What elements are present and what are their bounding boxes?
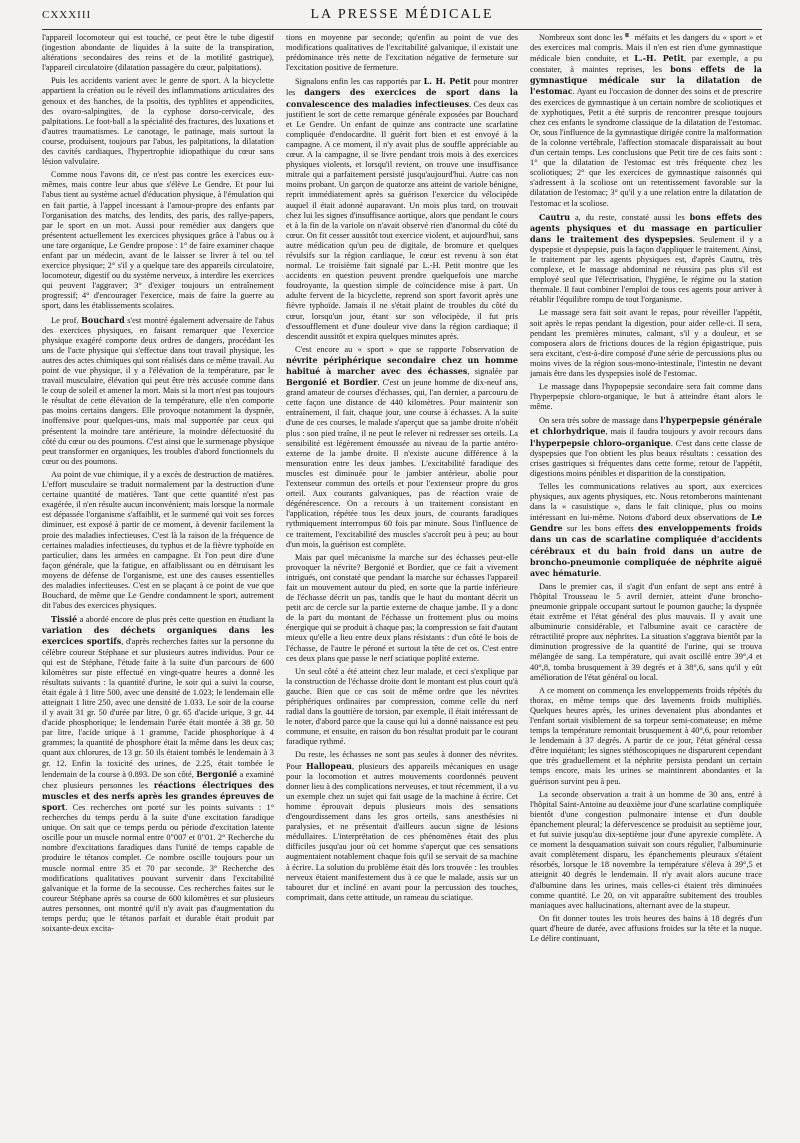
paragraph-text: s'est montré également adversaire de l'abus des exercices physiques, en faisant remarquer que l'exercice physique exagéré comporte deux ordres de dangers, procédant les uns de l'acte physique qui s'effectue dans tout travail physique, les autres des actes chimiques qui sont réalisés dans ce même travail. Au point de vue physique, il y a l'élévation de la température, par le travail musculaire, élévation qui peut être très accusée comme dans le coup de soleil et amener la mort. Mais si la mort n'est pas toujours le résultat de cette élévation de la température, elle n'en comporte pas moins certains dangers. Elle provoque notamment la dyspnée, inoffensive pour quelques-uns, mais mal supportée par ceux qui présentent la moindre tare antérieure, la moindre défectuosité du côté du cœur ou des poumons. C'est ainsi que le surmenage physique peut transformer en organiques, les troubles d'abord fonctionnels du cœur ou des poumons.: [42, 315, 274, 466]
paragraph-text: .: [599, 568, 602, 578]
paragraph-lead: Nombreux sont donc les: [539, 33, 623, 42]
paragraph: tions en moyenne par seconde; qu'enfin au point de vue des modifications qualitatives de l'excitabilité galvanique, il existait une prédominance très nette de l'excitation négative de fermeture sur l'excitation positive de fermeture.: [286, 33, 518, 73]
header-rule: [42, 29, 762, 30]
author-name: L.-H. Petit: [634, 53, 685, 64]
page-header: [42, 2, 762, 28]
author-name: L. H. Petit: [423, 76, 471, 87]
paragraph-text: , signalée par: [467, 367, 518, 376]
paragraph: [286, 750, 518, 902]
paragraph: La seconde observation a trait à un homme de 30 ans, entré à l'hôpital Saint-Antoine au deuxième jour d'une scarlatine compliquée bientôt d'une congestion pulmonaire intense et d'un double épanchement pleural; la défervescence se produisit au septième jour, et fut suivie jusqu'au dix-septième jour d'une apyrexie complète. A ce moment la desquamation suivait son cours régulier, l'albuminurie avait complètement disparu, les épanchements pleuraux s'étaient résorbés, lorsque le 18 novembre la température s'éleva à 39°,5 et atteignit 40 degrés le lendemain. Il n'y avait alors aucune trace d'albumine dans les urines, mais celles-ci étaient très diminuées comme quantité. Le 20, on vit apparaître subitement des troubles maniaques avec hallucinations, alternant avec de la stupeur.: [530, 789, 762, 910]
paragraph: [42, 315, 274, 467]
topic-heading: réactions électriques des muscles et des nerfs après les grandes épreuves de sport: [42, 779, 274, 812]
paragraph: l'appareil locomoteur qui est touché, ce peut être le tube digestif (ingestion abondante de liquides à la suite de la transpiration, altérations secondaires des reins et de la motilité gastrique), l'appareil circulatoire (dilatation passagère du cœur, palpitations).: [42, 33, 274, 73]
author-name: Hallopeau: [306, 760, 352, 771]
paragraph: Le massage dans l'hypopepsie secondaire sera fait comme dans l'hyperpepsie chloro-organique, le but à atteindre étant alors le même.: [530, 382, 762, 412]
paragraph-lead: C'est encore au « sport » que se rapporte l'observation de: [295, 344, 518, 354]
paragraph: Le massage sera fait soit avant le repas, pour réveiller l'appétit, soit après le repas pendant la digestion, pour aider celle-ci. Il sera, pendant les premières minutes, calmant, s'il y a douleur, et se composera alors de frictions douces de la région épigastrique, puis sera excitant, c'est-à-dire composé d'une série de percussions plus ou moins vives de la région sous-mono-intestinale, l'intestin ne devant jamais être dans les dyspepsies isolé de l'estomac.: [530, 308, 762, 378]
paragraph-text: . Ces deux cas justifient le sort de cette remarque générale exposées par Bouchard et Le Gendre. Un enfant de quinze ans contracte une scarlatine compliquée d'endocardite. Il guérit fort bien et est envoyé à la campagne. A ce moment, il n'y avait plus de souffle appréciable au cœur. A la campagne, il se livre pendant trois mois à des exercices physiques violents, et lorsqu'il revient, on trouve une insuffisance mitrale qui a parfaitement persisté jusqu'aujourd'hui. Autre cas non moins probant. Un garçon de quatorze ans atteint de variole bénigne, reprit immédiatement après sa guérison l'exercice du vélocipède auquel il était adonné auparavant. Un mois plus tard, on trouvait chez lui les signes d'insuffisance aortique, alors que pendant le cours et à la fin de la variole on n'avait observé rien d'anormal du côté du cœur. On fit cesser aussitôt tout exercice violent, et aujourd'hui, sans autre médication qu'un peu de digitale, de bromure et quelques révulsifs sur la région cardiaque, le cœur est revenu à son état normal. Le troisième fait signalé par L.-H. Petit montre que les accidents en question peuvent prendre quelquefois une marche foudroyante, la question simple de coïncidence mise à part. Un adulte fervent de la bicyclette, reprend son sport favorit après une fièvre typhoïde. Jamais il ne s'était plaint de troubles du côté du cœur, lorsqu'un jour, étant sur son vélocipède, il fut pris d'essoufflement et d'une douleur vive dans la région cardiaque; il descendit aussitôt et expira quelques minutes après.: [286, 99, 518, 341]
paragraph-text: , par exemple, a pu constater, à maintes reprises, les: [530, 54, 762, 75]
paragraph: On fit donner toutes les trois heures des bains à 18 degrés d'un quart d'heure de durée, avec affusions froides sur la tête et la nuque. Le délire continuant,: [530, 913, 762, 943]
column-middle: [286, 33, 518, 1135]
author-name: Le Gendre: [530, 512, 762, 534]
article-columns: [42, 33, 762, 1135]
paragraph-text: . C'est un jeune homme de dix-neuf ans, grand amateur de courses d'échasses, qui, l'an dernier, a parcouru de cette façon une distance de 440 kilomètres. Pour maintenir son entraînement, il fait, chaque jour, une course à échasses. A la suite d'une de ces courses, le malade s'aperçut que sa jambe droite n'obéit plus : son pied traîne, il ne peut le relever ni redresser ses orteils. La sensibilité est légèrement émoussée au niveau de la partie antéro-externe de la jambe droite. Il n'existe aucune différence à la mensuration entre les deux jambes. L'excitabilité faradique des muscles est diminuée pour le jambier antérieur, abolie pour l'extenseur commun des orteils et pour l'extenseur propre du gros orteil. Aux courants galvaniques, pas de réaction vraie de dégénérescence. On a recours à un traitement consistant en l'application, répétée tous les deux jours, de courants faradiques rythmiquement interrompus 60 fois par minute. Sous l'influence de ce traitement, l'excitabilité des muscles s'accroît peu à peu; au bout d'un mois, la guérison est complète.: [286, 378, 518, 549]
paragraph-text: a abordé encore de plus près cette question en étudiant la: [79, 615, 274, 625]
paragraph: Au point de vue chimique, il y a excès de destruction de matières. L'effort musculaire se traduit normalement par la destruction d'une certaine quantité de matières. Tant que cette quantité n'est pas exagérée, il n'en résulte aucun inconvénient; mais lorsque la normale est dépassée l'organisme s'affaiblit, et le surmené qui voit ses forces diminuer, est exposé à partir de ce moment, à devenir facilement la proie des maladies infectieuses. C'est là la raison de la fréquence de certaines maladies infectieuses, du typhus et de la fièvre typhoïde en particulier, dans les armées en campagne. Et l'on peut dire d'une façon générale, que la fatigue, en affaiblissant ou en détruisant les moyens de défense de l'organisme, est une des causes essentielles des maladies infectieuses. C'est en se plaçant à ce point de vue que Bouchard, de même que Le Gendre condamnent le sport, autrement dit l'abus des exercices physiques.: [42, 469, 274, 611]
paragraph-lead: Le prof.: [51, 315, 79, 325]
topic-heading: des enveloppements froids dans un cas de scarlatine compliquée d'accidents cérébraux et du bain froid dans un autre de broncho-pneumonie compliquée de néphrite aiguë avec hématurie: [530, 523, 762, 578]
topic-heading: l'hyperpepsie chloro-organique: [530, 437, 671, 448]
paragraph: Puis les accidents varient avec le genre de sport. A la bicyclette appartient la création ou le réveil des inflammations articulaires des genoux et des hanches, de la psoitis, des typhlites et appendicites, des ovaro-salpingites, de la cyphose dorso-cervicale, des palpitations. Le foot-ball a la spécialité des fractures, des luxations et d'autres traumatismes. Le canotage, le patinage, mais surtout la course, produisent, toujours par l'abus, les palpitations, la dilatation des cavités cardiaques, l'hypertrophie idiopathique du cœur sans lésion valvulaire.: [42, 76, 274, 167]
paragraph-text: sur les bons effets: [566, 524, 634, 534]
paragraph-text: méfaits et les dangers du: [634, 33, 720, 42]
topic-heading: l'hyperpepsie générale et chlorhydrique: [530, 415, 762, 437]
paragraph-text: . Seulement il y a dyspepsie et dyspepsie, puis la façon d'appliquer le traitement. Ainsi, le traitement par les agents physiques est, d'après Cautru, très complexe, et le massage abdominal ne réussira pas plus s'il est employé seul que l'électrisation, l'hygiène, le régime ou la station thermale. Il faut combiner l'emploi de tous ces agents pour arriver à rétablir l'équilibre rompu de tout l'organisme.: [530, 234, 762, 305]
paragraph: [286, 76, 518, 341]
paragraph-text: . C'est dans cette classe de dyspepsies que l'on obtient les plus beaux résultats : cessation des crises gastriques si fréquentes dans cette forme, retour de l'appétit, digestions moins pénibles et disparition de la constipation.: [530, 438, 762, 478]
paragraph: Comme nous l'avons dit, ce n'est pas contre les exercices eux-mêmes, mais contre leur abus que s'élève Le Gendre. Et pour lui l'abus tient au système actuel d'éducation physique, à l'émulation qui en fait partie, à l'appel incessant à l'amour-propre des enfants par l'organisation des matchs, des lendits, des paris, des rallye-papers, par le sport en un mot. Aussi pour remédier aux dangers que présentent actuellement les exercices physiques grâce à l'abus ou à une tare organique, Le Gendre propose : 1° de faire examiner chaque enfant par un médecin, avant de le laisser se livrer à tel ou tel exercice physique; 2° s'il y a quelque tare des appareils circulatoire, locomoteur, digestif ou du système nerveux, à interdire les exercices qui peuvent l'aggraver; 3° d'exiger toujours un entraînement progressif; 4° d'encourager l'exercice, mais de faire la guerre au sport, dans les établissements scolaires.: [42, 170, 274, 311]
author-name: Bergonié et Bordier: [286, 377, 378, 388]
author-name: Cautru: [539, 211, 571, 222]
paragraph-lead: Du reste, les échasses ne sont pas seules à donner des névrites. Pour: [286, 750, 518, 771]
column-right: [530, 33, 762, 1135]
page-number: CXXXIII: [42, 9, 92, 21]
ink-blot-icon: ▘: [625, 33, 632, 42]
paragraph: [530, 212, 762, 306]
paragraph-text: pour montrer les: [286, 77, 518, 98]
paragraph-text: , plusieurs des appareils mécaniques en usage pour la locomotion et autres mouvements coordonnés peuvent donner lieu à des complications nerveuses, et tout récemment, il a vu un exemple chez un sujet qui fait usage de la machine à écrire. Cet homme éprouvait depuis plusieurs mois des sensations d'engourdissement dans les gros orteils, sans anesthésies ni paralysies, et ne présentait d'ailleurs aucun signe de lésions médullaires. L'interprétation de ces phénomènes était des plus difficiles jusqu'au jour où cet homme s'aperçut que ces sensations augmentaient notablement chaque fois qu'il se servait de sa machine à écrire. La solution du problème était dès lors trouvée : les troubles nerveux étaient manifestement dus à ce que le malade, assis sur un tabouret dur et incliné en avant pour la percussion des touches, comprimait, dans cette attitude, un rameau du sciatique.: [286, 761, 518, 902]
paragraph: Un seul côté a été atteint chez leur malade, et ceci s'explique par la construction de l'échasse droite dont le montant est plus court qu'à gauche. Bien que ce cas soit de même ordre que les névrites périphériques ordinaires par compression, comme celle du nerf radial dans la gouttière de torsion, par exemple, il était intéressant de le noter, d'abord parce que la cause qui lui a donné naissance est peu commune, et ensuite, en raison du bon résultat produit par le courant faradique rythmé.: [286, 666, 518, 747]
topic-heading: variation des déchets organiques dans les exercices sportifs: [42, 625, 274, 647]
topic-heading: bons effets de la gymnastique médicale sur la dilatation de l'estomac: [530, 64, 762, 97]
paragraph-lead: Telles les communications relatives au sport, aux exercices physiques, aux agents physiques, etc. Nous retomberons maintenant dans la « casuistique », dans le fait clinique, plus ou moins intéressant en lui-même. Notons d'abord deux observations de: [530, 481, 762, 523]
paragraph-text: « sport » et des exercices mal compris. Mais il n'en est rien d'une gymnastique médicale bien conduite, et: [530, 33, 762, 64]
paragraph-text: a, du reste, constaté aussi les: [574, 212, 685, 222]
paragraph: [530, 33, 762, 209]
paragraph: [286, 345, 518, 550]
topic-heading: bons effets des agents physiques et du massage en particulier dans le traitement des dyspepsies: [530, 211, 762, 244]
paragraph: A ce moment on commença les enveloppements froids répétés du thorax, en même temps que des lavements froids multipliés. Quelques heures après, les urines devenaient plus abondantes et l'enfant sortait visiblement de sa torpeur semi-comateuse; en même temps la température remontait brusquement à 40°,6, pour retomber le lendemain à 37 degrés. A partir de ce jour, l'état général cessa d'être inquiétant; les signes stéthoscopiques ne disparurent cependant que très graduellement et la néphrite persista pendant un certain temps encore, mais les urines se maintinrent abondantes et la guérison survint peu à peu.: [530, 685, 762, 786]
paragraph-text: , mais il faudra toujours y avoir recours dans: [605, 427, 762, 437]
paragraph: [42, 614, 274, 934]
paragraph-text: a examiné chez plusieurs personnes les: [42, 769, 274, 790]
paragraph-text: . Ces recherches ont porté sur les points suivants : 1° recherches du temps perdu à la suite d'une excitation faradique unique. On sait que ce temps perdu ou période d'excitation latente oscille pour un muscle normal entre 0"007 et 0"01. 2° Recherche du nombre d'excitations faradiques dans l'unité de temps capable de produire le tétanos complet. Ce nombre oscille toujours pour un muscle normal entre 35 et 70 par seconde. 3° Recherche des modifications qualitatives pouvant survenir dans l'excitabilité galvanique et la forme de la secousse. Ces recherches faites sur le coureur Stéphane après sa course de 600 kilomètres et sur plusieurs autres personnes, ont montré qu'il n'y avait pas d'augmentation du temps perdu; que le tétanos parfait et durable était produit par soixante-deux excita-: [42, 802, 274, 934]
column-left: [42, 33, 274, 1135]
journal-title: LA PRESSE MÉDICALE: [310, 7, 494, 22]
paragraph-text: . Ayant eu l'occasion de donner des soins et de prescrire des exercices de gymnastique à un certain nombre de scoliotiques et de xyphotiques, Petit a été surpris de rencontrer presque toujours chez ces enfants le syndrome classique de la dilatation de l'estomac. Or, sous l'influence de la gymnastique dirigée contre la malformation de la colonne vertébrale, l'affection stomacale disparaissait au bout d'un certain temps. Les conclusions que Petit tire de ces faits sont : 1° que la dilatation de l'estomac est très fréquente chez les scoliotiques; 2° que les exercices de gymnastique raisonnés qui s'adressent à la scoliose ont un retentissement favorable sur la dilatation de l'estomac; 3° qu'il y a une relation entre la dilatation de l'estomac et la scoliose.: [530, 87, 762, 208]
paragraph-lead: On sera très sobre de massage dans: [539, 416, 658, 426]
author-name: Tissié: [51, 614, 78, 625]
paragraph: [530, 482, 762, 579]
topic-heading: dangers des exercices de sport dans la convalescence des maladies infectieuses: [286, 87, 518, 109]
topic-heading: névrite périphérique secondaire chez un homme habitué à marcher avec des échasses: [286, 354, 518, 376]
paragraph: Mais par quel mécanisme la marche sur des échasses peut-elle provoquer la névrite? Bergonié et Bordier, que ce fait a vivement intrigués, ont constaté que pendant la marche sur échasses l'appareil fait un mouvement autour du pied, en sorte que la partie inférieure de l'échasse décrit un pas, tandis que le haut du montant décrit un petit arc de cercle sur la partie externe de chaque jambe. Il y a donc de la part du montant de l'échasse un frottement plus ou moins énergique qui se produit à chaque pas; la compression se fait d'autant mieux qu'elle a lieu entre deux plans résistants : d'un côté le bois de l'échasse, de l'autre le péroné et surtout la tête de cet os. C'est entre ces deux plans que passe le nerf sciatique poplité externe.: [286, 552, 518, 663]
paragraph-lead: Signalons enfin les cas rapportés par: [295, 77, 421, 87]
paragraph: Dans le premier cas, il s'agit d'un enfant de sept ans entré à l'hôpital Trousseau le 5 avril dernier, atteint d'une broncho-pneumonie grippale occupant surtout le poumon gauche; la dyspnée était extrême et l'état général des plus mauvais. Il y avait une albuminurie considérable, et l'albumine avait ce caractère de rétractilité propre aux néphrites. La situation s'aggrava bientôt par la diminution progressive de la quantité de l'urine, qui se trouva mélangée de sang. La température, qui avait oscillé entre 39°,4 et 40°,8, tomba brusquement à 39 degrés et à 38°,6, sans qu'il y eût amélioration de l'état général ou local.: [530, 581, 762, 682]
paragraph-text: , d'après recherches faites sur la personne du célèbre coureur Stéphane et sur plusieurs autres individus. Pour ce qui est de Stéphane, l'étude faite à la suite d'un parcours de 600 kilomètres sur piste effectué en vingt-quatre heures a donné les résultats suivants : la quantité d'urine, le soir qui a suivi la course, était égale à 1 litre 500, avec une densité de 1.023; le lendemain elle atteignait 1 litre 250, avec une densité de 1.033. Le soir de la course il y avait 31 gr. 50 d'urée par litre, 0 gr. 65 d'acide urique, 3 gr. 44 d'acide phosphorique; le lendemain l'urée était montée à 38 gr. 50 par litre, l'acide urique à 1 gramme, l'acide phosphorique à 4 grammes; la quantité de phosphore était la même dans les deux cas; quant aux chlorures, de 13 gr. 50 ils étaient tombés le lendemain à 3 gr. 12. Enfin la toxicité des urines, de 2.25, était tombée le lendemain de la course à 0.893. De son côté,: [42, 637, 274, 779]
paragraph: [530, 415, 762, 479]
author-name: Bouchard: [81, 314, 125, 325]
author-name: Bergonié: [196, 768, 238, 779]
